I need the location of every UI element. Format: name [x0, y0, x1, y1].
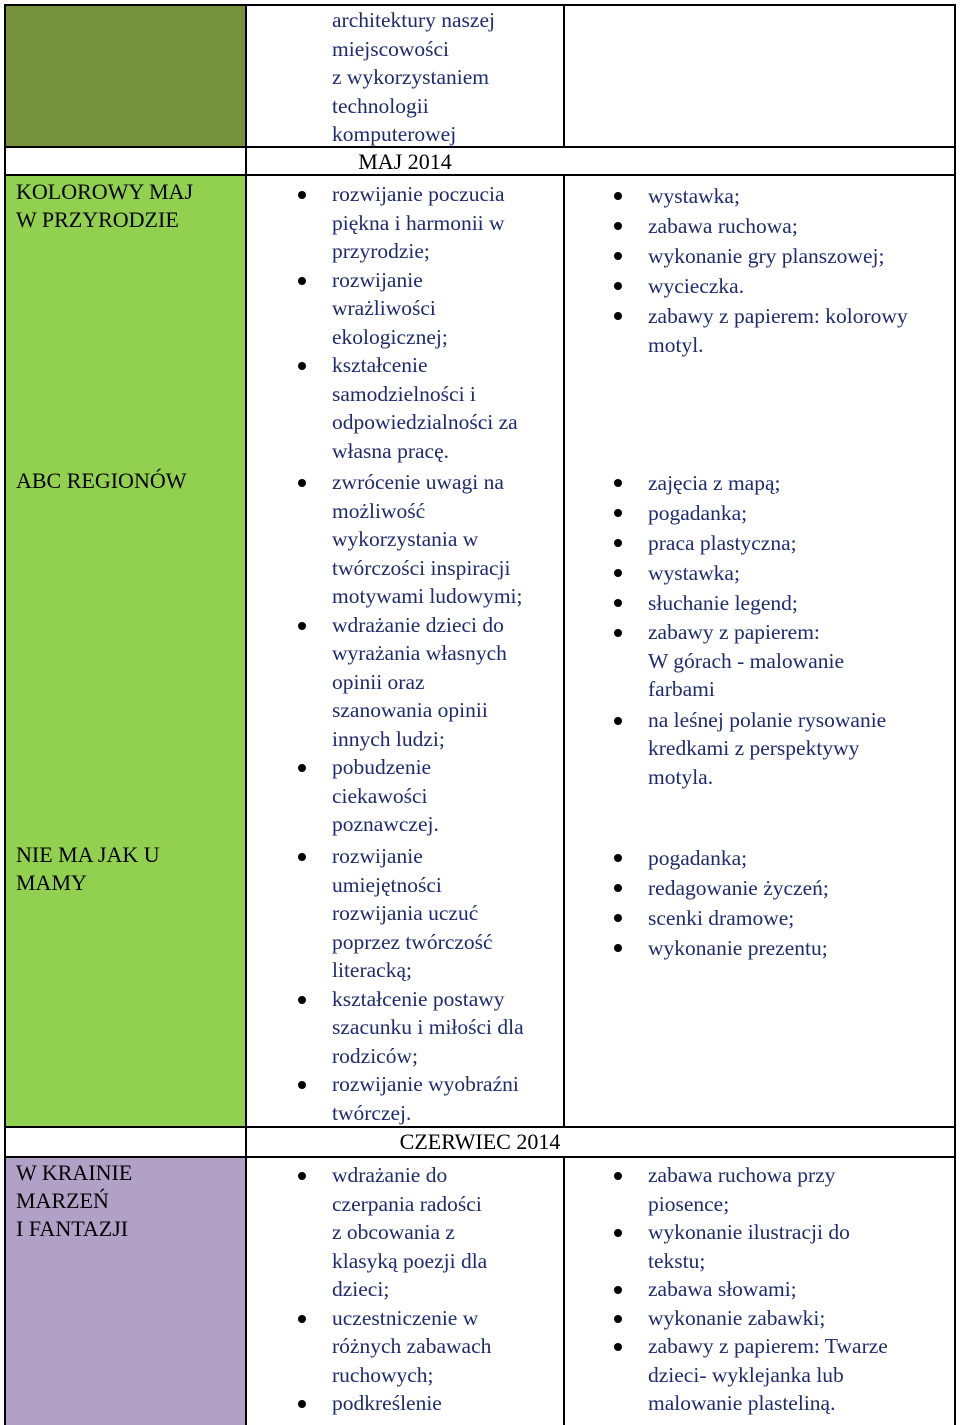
text-line: uczestniczenie w [332, 1305, 479, 1330]
text-line: słuchanie legend; [648, 591, 798, 615]
topic-title [16, 178, 193, 234]
text-line: wrażliwości [332, 296, 436, 320]
text-line: zabawa słowami; [648, 1277, 797, 1301]
text-line: zwrócenie uwagi na [332, 470, 504, 494]
text-line: motyla. [648, 764, 714, 789]
text-line: wystawka; [648, 184, 740, 208]
topic-title [16, 467, 187, 495]
topic-title [16, 1159, 132, 1243]
text-line: wdrażanie do [332, 1163, 448, 1187]
text-line: opinii oraz [332, 669, 425, 694]
row-divider-june-bottom [4, 1156, 956, 1158]
olive-cell [5, 5, 246, 147]
list-item [648, 843, 952, 873]
forms-list [648, 1161, 952, 1418]
list-item [332, 1070, 560, 1127]
list-item [648, 1218, 952, 1275]
text-line: z obcowania z [332, 1220, 455, 1244]
column-divider-1 [245, 4, 247, 1425]
list-item [648, 706, 952, 792]
text-line: na leśnej polanie rysowanie [648, 707, 887, 732]
list-item [332, 468, 560, 611]
text-line: różnych zabawach [332, 1334, 492, 1358]
text-line: rozwijanie [332, 267, 423, 292]
list-item [648, 528, 952, 558]
text-line: architektury naszej [332, 8, 495, 32]
text-line: zabawa ruchowa; [648, 214, 798, 238]
goals-list [332, 180, 560, 465]
forms-list [648, 843, 952, 963]
table-border-right [954, 4, 956, 1425]
list-item [648, 1332, 952, 1418]
text-line: zabawa ruchowa przy [648, 1163, 836, 1187]
column-divider-2-top [563, 4, 565, 147]
text-line: rozwijanie [332, 844, 423, 868]
title-line: I FANTAZJI [16, 1216, 129, 1241]
column-divider-2-june [563, 1157, 565, 1425]
text-line: odpowiedzialności za [332, 410, 518, 434]
list-item [332, 611, 560, 754]
title-line: ABC REGIONÓW [16, 468, 187, 493]
text-line: piosence; [648, 1191, 730, 1216]
topic-title [16, 841, 160, 897]
text-line: tekstu; [648, 1248, 706, 1273]
text-line: twórczości inspiracji [332, 555, 511, 580]
list-item [332, 985, 560, 1071]
text-line: ruchowych; [332, 1362, 434, 1387]
list-item [332, 351, 560, 465]
list-item [332, 266, 560, 352]
text-line: rozwijania uczuć [332, 901, 479, 925]
month-header-may: MAJ 2014 [358, 149, 452, 174]
list-item [332, 1161, 560, 1304]
text-line: technologii [332, 93, 429, 118]
forms-list [648, 468, 952, 791]
text-line: umiejętności [332, 872, 442, 897]
list-item [332, 180, 560, 266]
text-line: rodziców; [332, 1043, 418, 1068]
text-line: motyl. [648, 333, 704, 357]
text-line: wykonanie zabawki; [648, 1305, 826, 1330]
text-line: możliwość [332, 498, 426, 523]
text-line: kredkami z perspektywy [648, 736, 860, 760]
text-line: ciekawości [332, 783, 428, 808]
list-item [332, 1389, 560, 1418]
list-item [648, 211, 952, 241]
text-line: literacką; [332, 958, 412, 982]
list-item [332, 1304, 560, 1390]
text-line: innych ludzi; [332, 726, 445, 751]
title-line: MAMY [16, 870, 87, 895]
list-item [648, 301, 952, 359]
text-line: redagowanie życzeń; [648, 876, 829, 900]
list-item [332, 842, 560, 985]
text-line: motywami ludowymi; [332, 584, 523, 608]
text-line: szanowania opinii [332, 698, 488, 722]
green-cell-abc-regionow [5, 465, 246, 839]
top-goal-text [332, 6, 562, 149]
text-line: wycieczka. [648, 274, 745, 298]
text-line: komputerowej [332, 122, 457, 146]
text-line: wykonanie prezentu; [648, 936, 828, 960]
text-line: rozwijanie wyobraźni [332, 1072, 519, 1096]
text-line: kształcenie [332, 353, 428, 377]
text-line: wystawka; [648, 561, 740, 585]
list-item [648, 498, 952, 528]
title-line: NIE MA JAK U [16, 842, 160, 867]
text-line: własna pracę. [332, 438, 449, 463]
text-line: pogadanka; [648, 501, 748, 525]
text-line: rozwijanie poczucia [332, 182, 505, 206]
text-line: farbami [648, 677, 715, 701]
text-line: zabawy z papierem: kolorowy [648, 304, 908, 328]
title-line: W PRZYRODZIE [16, 207, 179, 232]
text-line: dzieci- wyklejanka lub [648, 1362, 844, 1387]
title-line: MARZEŃ [16, 1188, 109, 1213]
text-line: poznawczej. [332, 812, 439, 836]
text-line: czerpania radości [332, 1191, 482, 1216]
forms-list [648, 181, 952, 359]
text-line: wdrażanie dzieci do [332, 612, 504, 637]
text-line: poprzez twórczość [332, 929, 493, 954]
list-item [648, 558, 952, 588]
list-item [648, 468, 952, 498]
text-line: wyrażania własnych [332, 641, 507, 665]
table-border-left [4, 4, 6, 1425]
goals-list [332, 1161, 560, 1418]
list-item [648, 588, 952, 618]
text-line: malowanie plasteliną. [648, 1391, 836, 1415]
text-line: podkreślenie [332, 1391, 442, 1415]
list-item [648, 1275, 952, 1304]
title-line: KOLOROWY MAJ [16, 179, 194, 204]
text-line: wykonanie ilustracji do [648, 1220, 850, 1244]
text-line: z wykorzystaniem [332, 65, 490, 89]
list-item [332, 753, 560, 839]
month-header-june: CZERWIEC 2014 [399, 1129, 561, 1154]
text-line: scenki dramowe; [648, 906, 795, 930]
text-line: zabawy z papierem: Twarze [648, 1334, 888, 1358]
list-item [648, 873, 952, 903]
text-line: szacunku i miłości dla [332, 1015, 524, 1039]
list-item [648, 1304, 952, 1333]
list-item [648, 933, 952, 963]
list-item [648, 271, 952, 301]
list-item [648, 618, 952, 704]
goals-list [332, 468, 560, 839]
text-line: pobudzenie [332, 755, 432, 779]
text-line: wykonanie gry planszowej; [648, 244, 885, 268]
text-line: pogadanka; [648, 846, 748, 870]
goals-list [332, 842, 560, 1127]
text-line: praca plastyczna; [648, 531, 797, 555]
text-line: dzieci; [332, 1277, 390, 1301]
text-line: miejscowości [332, 36, 450, 61]
text-line: ekologicznej; [332, 324, 448, 349]
text-line: zajęcia z mapą; [648, 471, 781, 495]
title-line: W KRAINIE [16, 1160, 133, 1185]
text-line: twórczej. [332, 1100, 412, 1125]
list-item [648, 181, 952, 211]
text-line: zabawy z papierem: [648, 620, 820, 644]
text-line: wykorzystania w [332, 527, 479, 551]
list-item [648, 903, 952, 933]
text-line: W górach - malowanie [648, 648, 845, 673]
list-item [648, 241, 952, 271]
text-line: kształcenie postawy [332, 986, 505, 1011]
text-line: samodzielności i [332, 381, 476, 406]
text-line: przyrodzie; [332, 239, 430, 263]
list-item [648, 1161, 952, 1218]
text-line: klasyką poezji dla [332, 1248, 488, 1273]
column-divider-2-may [563, 175, 565, 1127]
text-line: piękna i harmonii w [332, 210, 505, 235]
